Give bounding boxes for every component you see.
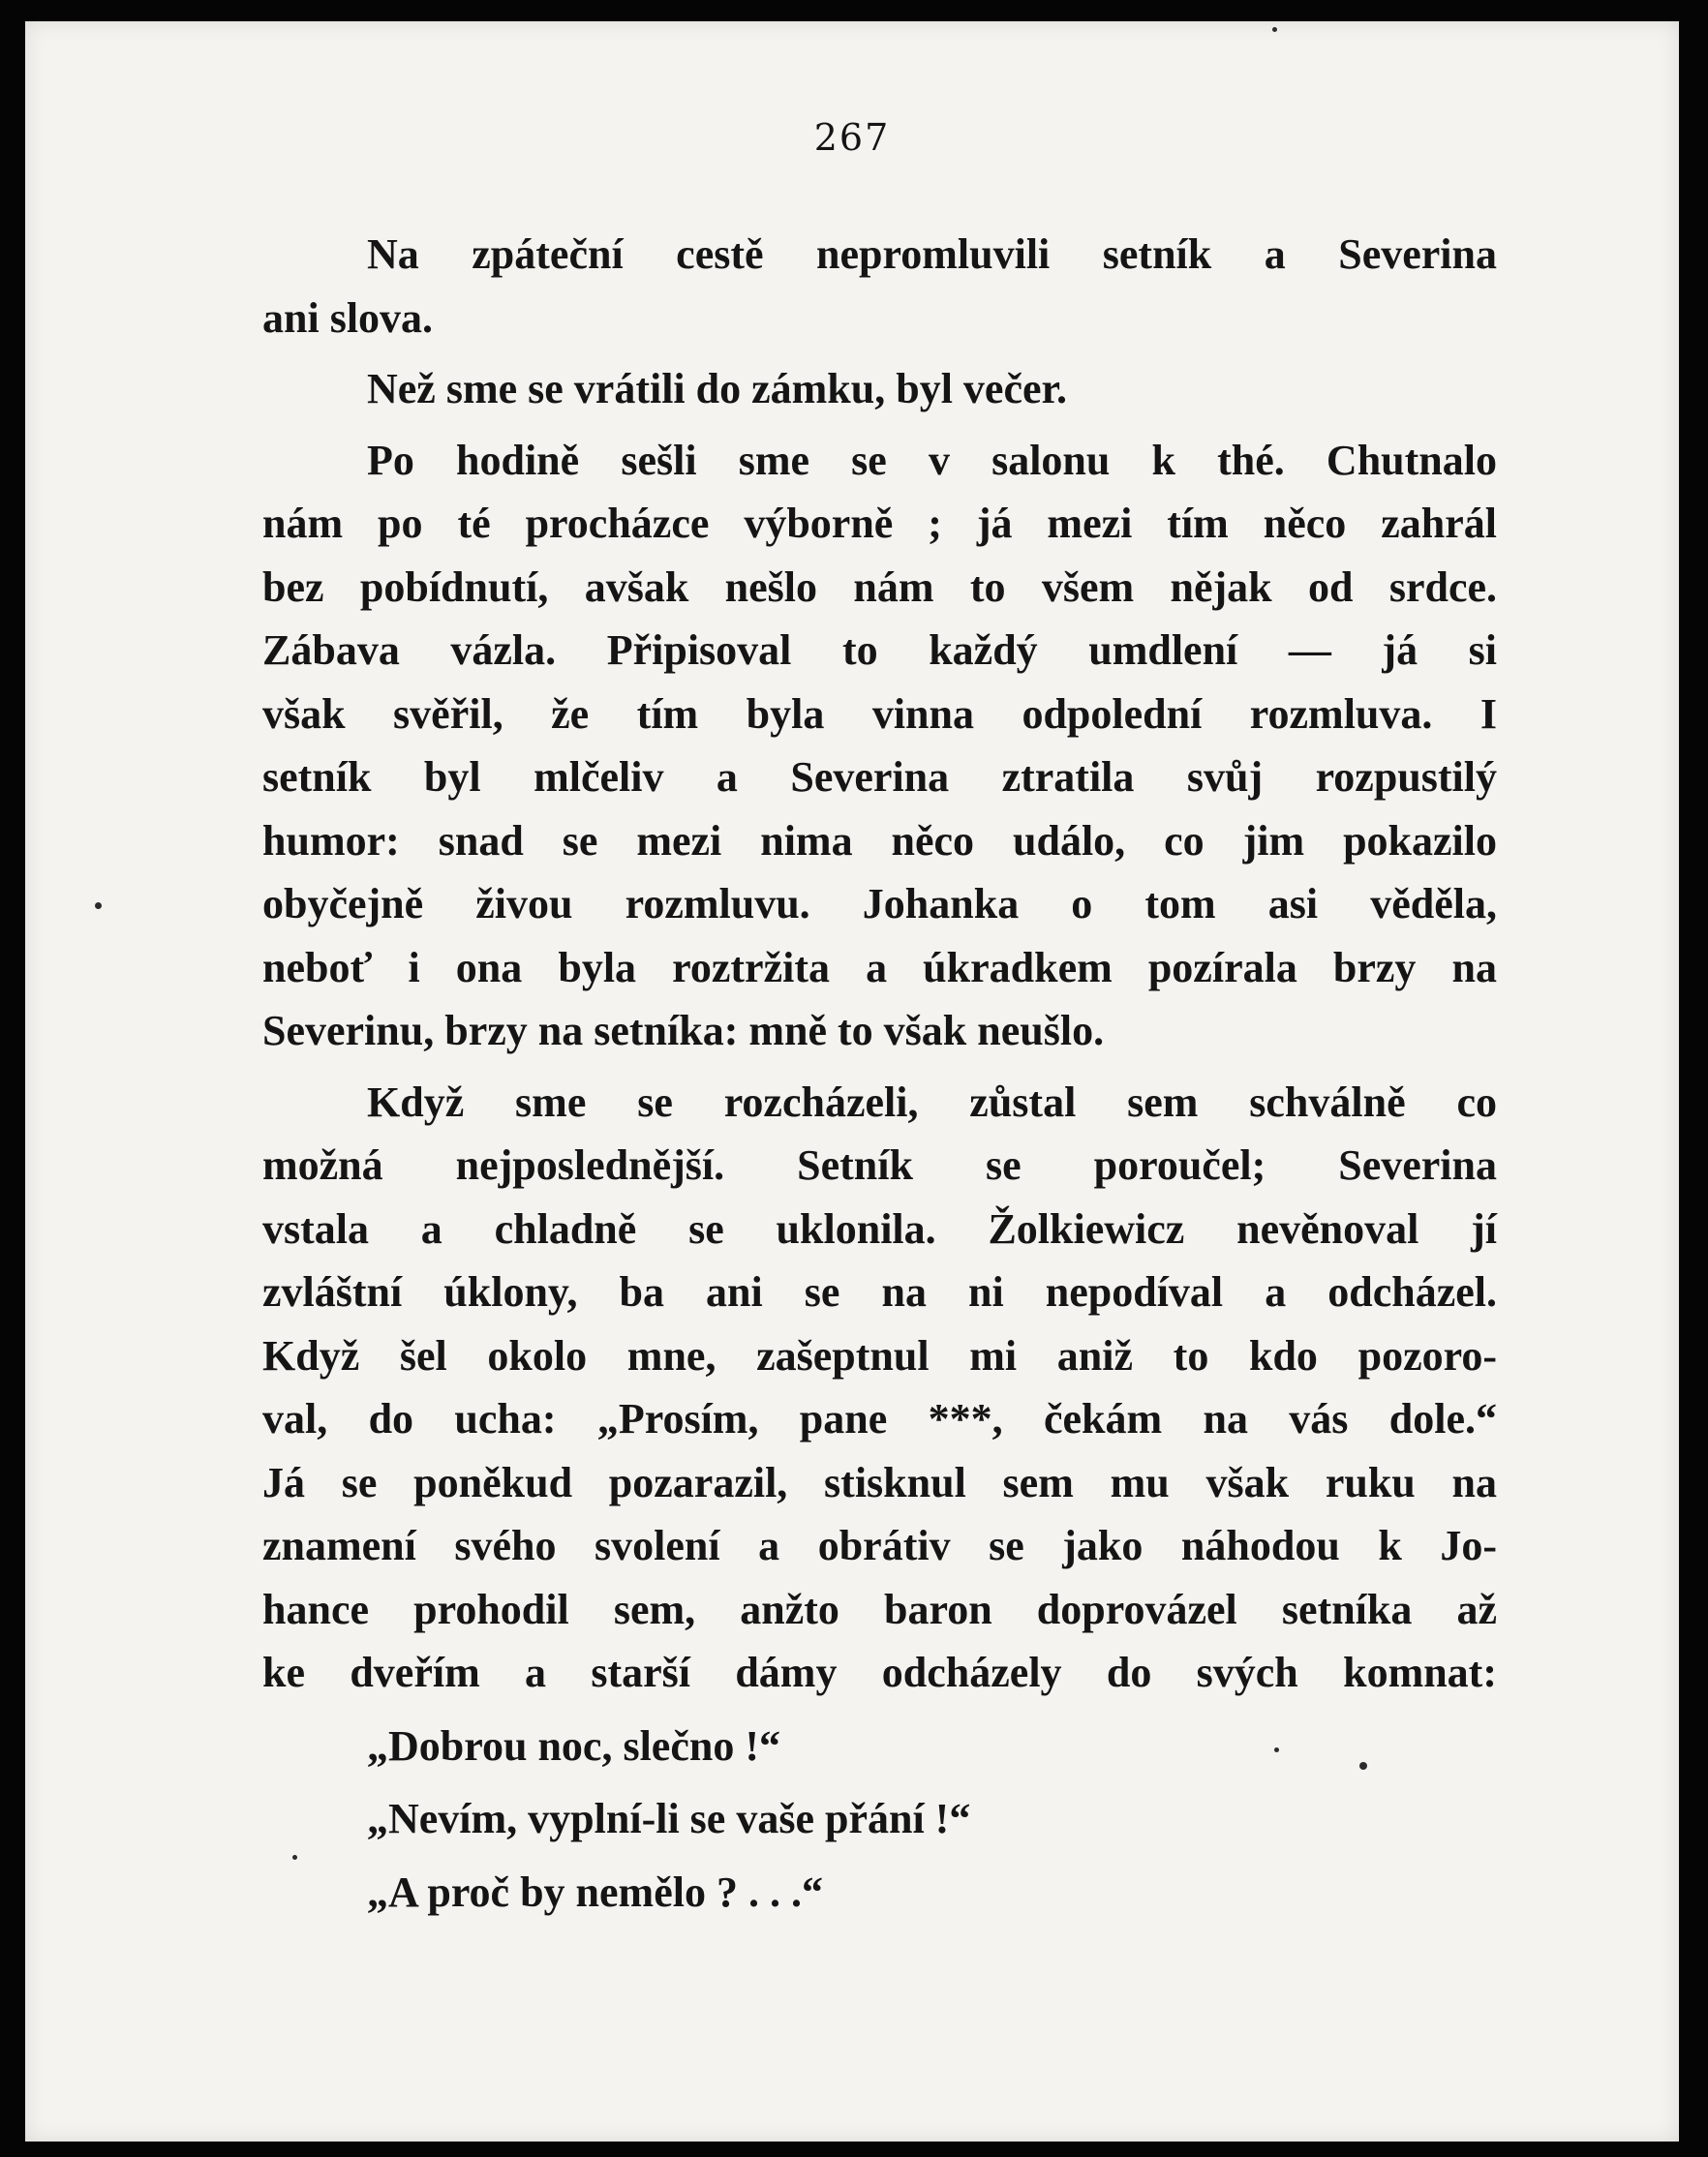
text-line: neboť i ona byla roztržita a úkradkem pozírala brzy na bbox=[262, 943, 1497, 991]
scan-speck bbox=[1274, 1747, 1279, 1752]
scan-speck bbox=[292, 1855, 297, 1860]
text-line: možná nejposlednější. Setník se poroučel; Severina bbox=[262, 1141, 1497, 1189]
text-line: Než sme se vrátili do zámku, byl večer. bbox=[367, 365, 1068, 412]
text-line: nám po té procházce výborně ; já mezi tím něco zahrál bbox=[262, 500, 1497, 547]
page-number: 267 bbox=[813, 116, 891, 159]
text-line: Já se poněkud pozarazil, stisknul sem mu však ruku na bbox=[262, 1458, 1497, 1506]
paragraph-1 bbox=[262, 223, 1497, 349]
text-line: zvláštní úklony, ba ani se na ni nepodíval a odcházel. bbox=[262, 1268, 1497, 1316]
text-line: Severinu, brzy na setníka: mně to však neušlo. bbox=[262, 1007, 1105, 1054]
dialogue-line: „Dobrou noc, slečno !“ bbox=[367, 1721, 780, 1770]
paragraph-3 bbox=[262, 429, 1497, 1063]
text-line: znamení svého svolení a obrátiv se jako náhodou k Jo- bbox=[262, 1522, 1497, 1569]
text-line: setník byl mlčeliv a Severina ztratila svůj rozpustilý bbox=[262, 753, 1497, 801]
text-line: Na zpáteční cestě nepromluvili setník a Severina bbox=[367, 230, 1497, 278]
dialogue-line: „A proč by nemělo ? . . .“ bbox=[367, 1868, 823, 1916]
text-line: ke dveřím a starší dámy odcházely do svých komnat: bbox=[262, 1649, 1497, 1696]
book-page bbox=[25, 21, 1679, 2142]
text-line: Po hodině sešli sme se v salonu k thé. Chutnalo bbox=[367, 436, 1497, 484]
dialogue-line: „Nevím, vyplní-li se vaše přání !“ bbox=[367, 1795, 971, 1842]
text-line: Když sme se rozcházeli, zůstal sem schválně co bbox=[367, 1078, 1497, 1126]
paragraph-4 bbox=[262, 1071, 1497, 1705]
text-line: však svěřil, že tím byla vinna odpolední rozmluva. I bbox=[262, 689, 1497, 738]
text-line: vstala a chladně se uklonila. Žolkiewicz nevěnoval jí bbox=[262, 1204, 1497, 1253]
text-line: bez pobídnutí, avšak nešlo nám to všem nějak od srdce. bbox=[262, 562, 1497, 611]
scan-speck bbox=[1272, 27, 1277, 32]
paragraph-2 bbox=[262, 357, 1497, 421]
text-line: ani slova. bbox=[262, 293, 434, 342]
text-line: Zábava vázla. Připisoval to každý umdlení — já si bbox=[262, 626, 1497, 674]
text-line: hance prohodil sem, anžto baron doprovázel setníka až bbox=[262, 1585, 1497, 1633]
text-line: Když šel okolo mne, zašeptnul mi aniž to kdo pozoro- bbox=[262, 1331, 1497, 1380]
text-line: humor: snad se mezi nima něco událo, co jim pokazilo bbox=[262, 816, 1497, 865]
text-line: val, do ucha: „Prosím, pane ***, čekám na vás dole.“ bbox=[262, 1395, 1497, 1443]
scan-speck bbox=[1359, 1762, 1367, 1770]
body-text bbox=[262, 223, 1497, 1924]
text-line: obyčejně živou rozmluvu. Johanka o tom asi věděla, bbox=[262, 880, 1497, 927]
scan-speck bbox=[95, 902, 102, 909]
